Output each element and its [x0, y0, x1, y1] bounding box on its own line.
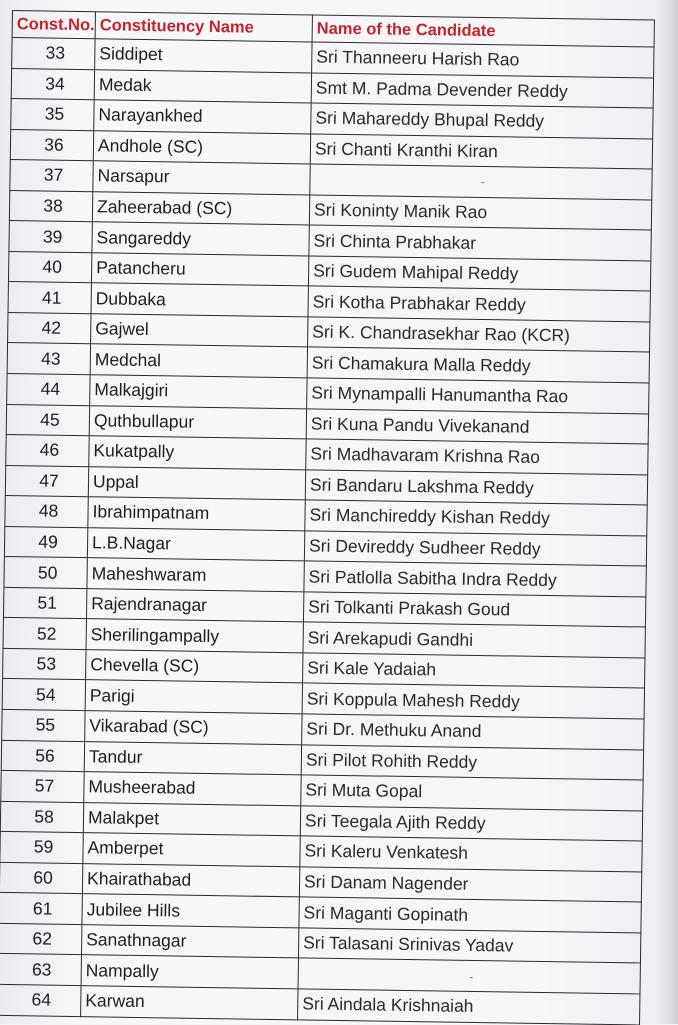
constituency-cell: Dubbaka	[91, 283, 308, 317]
constituency-cell: Nampally	[81, 955, 298, 989]
constituency-cell: Musheerabad	[84, 772, 301, 806]
candidate-cell: Sri Talasani Srinivas Yadav	[298, 928, 640, 964]
header-const-no: Const.No.	[12, 11, 95, 39]
candidate-cell: Sri Tolkanti Prakash Goud	[303, 592, 645, 628]
constituency-cell: Uppal	[88, 466, 305, 500]
const-no-cell: 62	[0, 923, 82, 955]
candidate-cell	[298, 958, 640, 994]
const-no-cell: 64	[0, 984, 81, 1016]
const-no-cell: 49	[4, 526, 87, 558]
empty-candidate-dash: -	[468, 968, 474, 984]
const-no-cell: 44	[7, 373, 90, 405]
candidate-cell: Sri Danam Nagender	[299, 867, 641, 903]
const-no-cell: 47	[5, 465, 88, 497]
constituency-cell: Vikarabad (SC)	[85, 711, 302, 745]
constituency-cell: Malkajgiri	[90, 375, 307, 409]
const-no-cell: 36	[10, 129, 93, 161]
constituency-cell: Patancheru	[91, 253, 308, 287]
candidate-cell: Sri Pilot Rohith Reddy	[301, 744, 643, 780]
candidate-cell: Sri Thanneeru Harish Rao	[312, 42, 654, 78]
constituency-cell: Rajendranagar	[86, 589, 303, 623]
const-no-cell: 58	[0, 801, 83, 833]
constituency-cell: Malakpet	[83, 802, 300, 836]
const-no-cell: 56	[1, 740, 84, 772]
constituency-cell: Medchal	[90, 344, 307, 378]
constituency-cell: Chevella (SC)	[86, 650, 303, 684]
const-no-cell: 34	[11, 68, 94, 100]
candidate-cell: Sri Mahareddy Bhupal Reddy	[311, 103, 653, 139]
constituency-cell: Kukatpally	[89, 436, 306, 470]
table-body	[0, 38, 654, 1025]
constituency-cell: Maheshwaram	[87, 558, 304, 592]
candidate-cell: Sri Gudem Mahipal Reddy	[308, 256, 650, 292]
constituency-cell: Medak	[94, 69, 311, 103]
const-no-cell: 57	[1, 771, 84, 803]
constituency-cell: L.B.Nagar	[87, 527, 304, 561]
candidate-cell	[310, 164, 652, 200]
const-no-cell: 35	[11, 99, 94, 131]
const-no-cell: 53	[3, 648, 86, 680]
constituency-cell: Zaheerabad (SC)	[92, 191, 309, 225]
candidate-cell: Sri Patlolla Sabitha Indra Reddy	[304, 561, 646, 597]
constituency-cell: Karwan	[81, 986, 298, 1020]
constituency-cell: Khairathabad	[82, 863, 299, 897]
empty-candidate-dash: -	[480, 174, 486, 190]
const-no-cell: 61	[0, 893, 82, 925]
candidate-cell: Sri Bandaru Lakshma Reddy	[305, 470, 647, 506]
header-candidate-name: Name of the Candidate	[312, 15, 654, 47]
const-no-cell: 48	[5, 496, 88, 528]
const-no-cell: 63	[0, 954, 81, 986]
candidate-cell: Sri Mynampalli Hanumantha Rao	[307, 378, 649, 414]
constituency-cell: Sangareddy	[92, 222, 309, 256]
const-no-cell: 55	[2, 709, 85, 741]
candidate-table	[0, 10, 655, 1025]
candidate-cell: Sri Dr. Methuku Anand	[302, 714, 644, 750]
candidate-cell: Sri Muta Gopal	[301, 775, 643, 811]
candidate-cell: Sri Chinta Prabhakar	[309, 225, 651, 261]
constituency-cell: Ibrahimpatnam	[88, 497, 305, 531]
const-no-cell: 38	[9, 190, 92, 222]
candidate-cell: Sri Kaleru Venkatesh	[300, 836, 642, 872]
page-edge-shadow	[656, 0, 678, 1024]
const-no-cell: 41	[8, 282, 91, 314]
const-no-cell: 40	[8, 251, 91, 283]
constituency-cell: Amberpet	[83, 833, 300, 867]
candidate-cell: Sri Kotha Prabhakar Reddy	[308, 286, 650, 322]
candidate-cell: Sri Madhavaram Krishna Rao	[306, 439, 648, 475]
const-no-cell: 33	[12, 38, 95, 70]
constituency-cell: Tandur	[84, 741, 301, 775]
candidate-cell: Sri Koninty Manik Rao	[309, 195, 651, 231]
constituency-cell: Narsapur	[93, 161, 310, 195]
constituency-cell: Sherilingampally	[86, 619, 303, 653]
candidate-cell: Sri Koppula Mahesh Reddy	[302, 683, 644, 719]
candidate-cell: Sri Maganti Gopinath	[299, 897, 641, 933]
const-no-cell: 43	[7, 343, 90, 375]
const-no-cell: 51	[3, 587, 86, 619]
candidate-cell: Smt M. Padma Devender Reddy	[311, 72, 653, 108]
constituency-cell: Siddipet	[95, 39, 312, 73]
candidate-cell: Sri Aindala Krishnaiah	[298, 989, 640, 1025]
const-no-cell: 52	[3, 618, 86, 650]
candidate-cell: Sri Manchireddy Kishan Reddy	[305, 500, 647, 536]
const-no-cell: 45	[6, 404, 89, 436]
candidate-cell: Sri Devireddy Sudheer Reddy	[304, 531, 646, 567]
candidate-cell: Sri Teegala Ajith Reddy	[300, 806, 642, 842]
const-no-cell: 42	[8, 312, 91, 344]
candidate-cell: Sri Arekapudi Gandhi	[303, 622, 645, 658]
candidate-cell: Sri Kuna Pandu Vivekanand	[306, 408, 648, 444]
candidate-cell: Sri Kale Yadaiah	[303, 653, 645, 689]
const-no-cell: 37	[10, 160, 93, 192]
candidate-cell: Sri K. Chandrasekhar Rao (KCR)	[308, 317, 650, 353]
constituency-cell: Jubilee Hills	[82, 894, 299, 928]
constituency-cell: Narayankhed	[94, 100, 311, 134]
const-no-cell: 59	[0, 832, 83, 864]
candidate-cell: Sri Chamakura Malla Reddy	[307, 347, 649, 383]
const-no-cell: 50	[4, 557, 87, 589]
const-no-cell: 60	[0, 862, 83, 894]
candidate-cell: Sri Chanti Kranthi Kiran	[310, 134, 652, 170]
constituency-cell: Andhole (SC)	[93, 130, 310, 164]
const-no-cell: 46	[6, 435, 89, 467]
const-no-cell: 54	[2, 679, 85, 711]
constituency-cell: Gajwel	[91, 314, 308, 348]
header-constituency-name: Constituency Name	[95, 12, 312, 42]
const-no-cell: 39	[9, 221, 92, 253]
constituency-cell: Sanathnagar	[81, 924, 298, 958]
constituency-cell: Quthbullapur	[89, 405, 306, 439]
constituency-cell: Parigi	[85, 680, 302, 714]
